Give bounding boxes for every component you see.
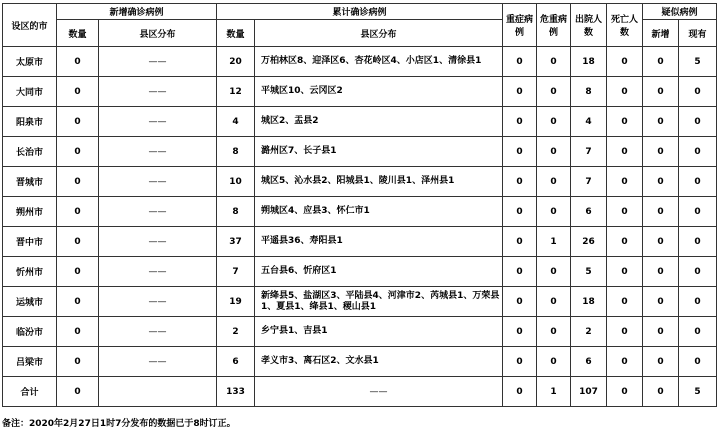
header-new-confirmed: 新增确诊病例 xyxy=(57,4,217,20)
severe-cell: 0 xyxy=(503,137,537,167)
cum-dist-cell: 新绛县5、盐湖区3、平陆县4、河津市2、芮城县1、万荣县1、夏县1、绛县1、稷山县1 xyxy=(255,287,503,317)
suspected-current-cell: 5 xyxy=(679,47,717,77)
critical-cell: 0 xyxy=(537,197,571,227)
suspected-new-cell: 0 xyxy=(643,77,679,107)
new-dist-cell: —— xyxy=(99,137,217,167)
city-cell: 朔州市 xyxy=(3,197,57,227)
city-cell: 长治市 xyxy=(3,137,57,167)
suspected-current-cell: 5 xyxy=(679,377,717,407)
header-new-dist: 县区分布 xyxy=(99,20,217,47)
cum-dist-cell: 乡宁县1、吉县1 xyxy=(255,317,503,347)
discharged-cell: 2 xyxy=(571,317,607,347)
suspected-new-cell: 0 xyxy=(643,197,679,227)
new-count-cell: 0 xyxy=(57,137,99,167)
severe-cell: 0 xyxy=(503,167,537,197)
cum-dist-cell: 朔城区4、应县3、怀仁市1 xyxy=(255,197,503,227)
new-count-cell: 0 xyxy=(57,167,99,197)
cum-count-cell: 4 xyxy=(217,107,255,137)
deaths-cell: 0 xyxy=(607,107,643,137)
deaths-cell: 0 xyxy=(607,197,643,227)
suspected-current-cell: 0 xyxy=(679,197,717,227)
discharged-cell: 7 xyxy=(571,167,607,197)
suspected-new-cell: 0 xyxy=(643,137,679,167)
new-dist-cell: —— xyxy=(99,197,217,227)
header-deaths: 死亡人数 xyxy=(607,4,643,47)
suspected-current-cell: 0 xyxy=(679,257,717,287)
suspected-new-cell: 0 xyxy=(643,287,679,317)
suspected-current-cell: 0 xyxy=(679,227,717,257)
suspected-current-cell: 0 xyxy=(679,137,717,167)
discharged-cell: 107 xyxy=(571,377,607,407)
new-dist-cell xyxy=(99,377,217,407)
discharged-cell: 26 xyxy=(571,227,607,257)
cum-dist-cell: 万柏林区8、迎泽区6、杏花岭区4、小店区1、清徐县1 xyxy=(255,47,503,77)
new-dist-cell: —— xyxy=(99,47,217,77)
header-row-1 xyxy=(3,4,717,20)
severe-cell: 0 xyxy=(503,227,537,257)
new-count-cell: 0 xyxy=(57,227,99,257)
suspected-current-cell: 0 xyxy=(679,287,717,317)
discharged-cell: 18 xyxy=(571,47,607,77)
discharged-cell: 6 xyxy=(571,197,607,227)
critical-cell: 0 xyxy=(537,317,571,347)
new-count-cell: 0 xyxy=(57,197,99,227)
header-severe: 重症病例 xyxy=(503,4,537,47)
suspected-new-cell: 0 xyxy=(643,47,679,77)
suspected-new-cell: 0 xyxy=(643,167,679,197)
cum-dist-cell: —— xyxy=(255,377,503,407)
total-row xyxy=(3,377,717,407)
cum-count-cell: 37 xyxy=(217,227,255,257)
deaths-cell: 0 xyxy=(607,347,643,377)
new-dist-cell: —— xyxy=(99,317,217,347)
header-critical: 危重病例 xyxy=(537,4,571,47)
suspected-new-cell: 0 xyxy=(643,347,679,377)
new-count-cell: 0 xyxy=(57,347,99,377)
new-dist-cell: —— xyxy=(99,77,217,107)
cum-dist-cell: 城区5、沁水县2、阳城县1、陵川县1、泽州县1 xyxy=(255,167,503,197)
header-suspected: 疑似病例 xyxy=(643,4,717,20)
deaths-cell: 0 xyxy=(607,77,643,107)
new-count-cell: 0 xyxy=(57,377,99,407)
new-count-cell: 0 xyxy=(57,257,99,287)
deaths-cell: 0 xyxy=(607,377,643,407)
header-cum-dist: 县区分布 xyxy=(255,20,503,47)
severe-cell: 0 xyxy=(503,197,537,227)
new-dist-cell: —— xyxy=(99,257,217,287)
new-dist-cell: —— xyxy=(99,347,217,377)
footnote: 备注：2020年2月27日1时7分发布的数据已于8时订正。 xyxy=(2,419,236,429)
cum-count-cell: 6 xyxy=(217,347,255,377)
deaths-cell: 0 xyxy=(607,47,643,77)
critical-cell: 0 xyxy=(537,167,571,197)
cum-count-cell: 10 xyxy=(217,167,255,197)
new-count-cell: 0 xyxy=(57,287,99,317)
new-count-cell: 0 xyxy=(57,77,99,107)
discharged-cell: 5 xyxy=(571,257,607,287)
deaths-cell: 0 xyxy=(607,317,643,347)
table-row xyxy=(3,257,717,287)
header-cum-count: 数量 xyxy=(217,20,255,47)
cum-count-cell: 8 xyxy=(217,137,255,167)
table-row xyxy=(3,167,717,197)
deaths-cell: 0 xyxy=(607,287,643,317)
critical-cell: 0 xyxy=(537,77,571,107)
severe-cell: 0 xyxy=(503,287,537,317)
suspected-current-cell: 0 xyxy=(679,77,717,107)
severe-cell: 0 xyxy=(503,77,537,107)
severe-cell: 0 xyxy=(503,257,537,287)
discharged-cell: 6 xyxy=(571,347,607,377)
suspected-current-cell: 0 xyxy=(679,317,717,347)
critical-cell: 1 xyxy=(537,377,571,407)
suspected-new-cell: 0 xyxy=(643,257,679,287)
new-dist-cell: —— xyxy=(99,227,217,257)
table-row xyxy=(3,317,717,347)
header-cumulative-confirmed: 累计确诊病例 xyxy=(217,4,503,20)
critical-cell: 0 xyxy=(537,137,571,167)
table-row xyxy=(3,47,717,77)
new-dist-cell: —— xyxy=(99,287,217,317)
deaths-cell: 0 xyxy=(607,167,643,197)
critical-cell: 0 xyxy=(537,107,571,137)
cum-dist-cell: 孝义市3、离石区2、文水县1 xyxy=(255,347,503,377)
table-row xyxy=(3,77,717,107)
header-region: 设区的市 xyxy=(3,4,57,47)
cum-dist-cell: 平城区10、云冈区2 xyxy=(255,77,503,107)
cum-dist-cell: 五台县6、忻府区1 xyxy=(255,257,503,287)
suspected-new-cell: 0 xyxy=(643,317,679,347)
city-cell: 阳泉市 xyxy=(3,107,57,137)
cum-count-cell: 8 xyxy=(217,197,255,227)
city-cell: 合计 xyxy=(3,377,57,407)
discharged-cell: 18 xyxy=(571,287,607,317)
suspected-current-cell: 0 xyxy=(679,347,717,377)
city-cell: 太原市 xyxy=(3,47,57,77)
city-cell: 大同市 xyxy=(3,77,57,107)
critical-cell: 0 xyxy=(537,257,571,287)
suspected-new-cell: 0 xyxy=(643,377,679,407)
new-dist-cell: —— xyxy=(99,107,217,137)
header-new-count: 数量 xyxy=(57,20,99,47)
cum-count-cell: 20 xyxy=(217,47,255,77)
header-suspected-new: 新增 xyxy=(643,20,679,47)
new-dist-cell: —— xyxy=(99,167,217,197)
discharged-cell: 4 xyxy=(571,107,607,137)
table-row xyxy=(3,287,717,317)
critical-cell: 0 xyxy=(537,47,571,77)
critical-cell: 0 xyxy=(537,287,571,317)
discharged-cell: 7 xyxy=(571,137,607,167)
deaths-cell: 0 xyxy=(607,227,643,257)
header-discharged: 出院人数 xyxy=(571,4,607,47)
header-suspected-current: 现有 xyxy=(679,20,717,47)
suspected-current-cell: 0 xyxy=(679,107,717,137)
new-count-cell: 0 xyxy=(57,47,99,77)
critical-cell: 0 xyxy=(537,347,571,377)
suspected-new-cell: 0 xyxy=(643,227,679,257)
severe-cell: 0 xyxy=(503,107,537,137)
cum-dist-cell: 潞州区7、长子县1 xyxy=(255,137,503,167)
cum-dist-cell: 城区2、盂县2 xyxy=(255,107,503,137)
epidemic-data-table xyxy=(2,3,717,407)
city-cell: 吕梁市 xyxy=(3,347,57,377)
cum-count-cell: 19 xyxy=(217,287,255,317)
city-cell: 晋中市 xyxy=(3,227,57,257)
severe-cell: 0 xyxy=(503,377,537,407)
new-count-cell: 0 xyxy=(57,317,99,347)
suspected-current-cell: 0 xyxy=(679,167,717,197)
table-row xyxy=(3,347,717,377)
new-count-cell: 0 xyxy=(57,107,99,137)
city-cell: 运城市 xyxy=(3,287,57,317)
discharged-cell: 8 xyxy=(571,77,607,107)
cum-dist-cell: 平遥县36、寿阳县1 xyxy=(255,227,503,257)
severe-cell: 0 xyxy=(503,347,537,377)
table-row xyxy=(3,137,717,167)
cum-count-cell: 12 xyxy=(217,77,255,107)
city-cell: 晋城市 xyxy=(3,167,57,197)
cum-count-cell: 7 xyxy=(217,257,255,287)
table-row xyxy=(3,197,717,227)
table-row xyxy=(3,227,717,257)
city-cell: 临汾市 xyxy=(3,317,57,347)
cum-count-cell: 2 xyxy=(217,317,255,347)
cum-count-cell: 133 xyxy=(217,377,255,407)
critical-cell: 1 xyxy=(537,227,571,257)
table-row xyxy=(3,107,717,137)
deaths-cell: 0 xyxy=(607,137,643,167)
city-cell: 忻州市 xyxy=(3,257,57,287)
severe-cell: 0 xyxy=(503,317,537,347)
severe-cell: 0 xyxy=(503,47,537,77)
suspected-new-cell: 0 xyxy=(643,107,679,137)
deaths-cell: 0 xyxy=(607,257,643,287)
